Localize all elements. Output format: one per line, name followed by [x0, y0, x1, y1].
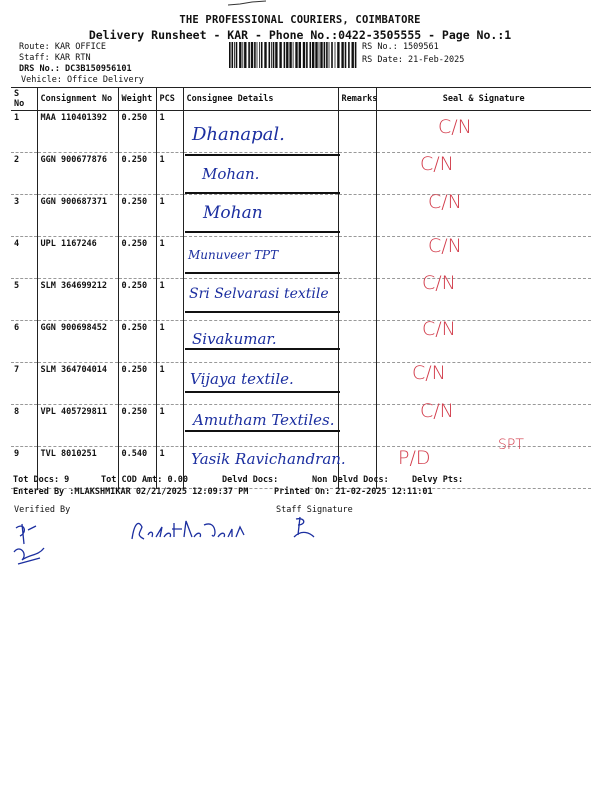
entered-by: Entered By :MLAKSHMIKAR 02/21/2025 12:09:37 PM	[13, 487, 249, 497]
row-sno: 1	[11, 111, 37, 153]
scan-mark	[228, 0, 266, 6]
barcode-bar	[320, 42, 322, 68]
row-remarks-cell	[338, 279, 376, 321]
barcode-bar	[329, 42, 330, 68]
row-separator	[185, 154, 340, 156]
barcode-bar	[299, 42, 301, 68]
barcode-bar	[242, 42, 243, 68]
barcode-bar	[312, 42, 314, 68]
row-sno: 2	[11, 153, 37, 195]
barcode-bar	[326, 42, 328, 68]
row-seal-cell	[376, 279, 591, 321]
handwritten-consignee: Mohan	[203, 203, 263, 223]
row-remarks-cell	[338, 363, 376, 405]
row-weight: 0.250	[118, 405, 156, 447]
barcode-bar	[306, 42, 308, 68]
barcode-bar	[244, 42, 246, 68]
row-seal-cell	[376, 153, 591, 195]
barcode-bar	[251, 42, 253, 68]
barcode-bar	[239, 42, 241, 68]
row-pcs: 1	[156, 195, 183, 237]
runsheet-subtitle: Delivery Runsheet - KAR - Phone No.:0422-3505555 - Page No.:1	[88, 28, 512, 42]
barcode-bar	[257, 42, 258, 68]
delvd-docs: Delvd Docs:	[222, 475, 279, 485]
seal-mark: C/N	[420, 153, 454, 175]
tot-cod-amount: Tot COD Amt: 0.00	[101, 475, 188, 485]
row-consignment-no: GGN 900698452	[37, 321, 118, 363]
row-pcs: 1	[156, 153, 183, 195]
handwritten-consignee: Munuveer TPT	[188, 248, 279, 262]
row-seal-cell	[376, 195, 591, 237]
barcode-bar	[229, 42, 231, 68]
row-separator	[185, 231, 340, 233]
verifier-signature	[10, 518, 50, 568]
row-seal-cell	[376, 111, 591, 153]
row-separator	[185, 311, 340, 313]
col-sno-header: S No	[11, 88, 37, 111]
row-remarks-cell	[338, 321, 376, 363]
row-weight: 0.250	[118, 153, 156, 195]
verified-by-label: Verified By	[14, 505, 71, 515]
barcode-bar	[303, 42, 305, 68]
staff-signature	[290, 515, 320, 541]
staff-signature-label: Staff Signature	[276, 505, 353, 515]
seal-mark: C/N	[438, 116, 472, 138]
row-pcs: 1	[156, 405, 183, 447]
col-remarks-header: Remarks	[338, 88, 376, 111]
barcode-bar	[248, 42, 250, 68]
barcode-bar	[335, 42, 336, 68]
remark-note: SPT	[498, 437, 524, 453]
row-seal-cell	[376, 405, 591, 447]
barcode-bar	[345, 42, 347, 68]
row-seal-cell	[376, 363, 591, 405]
handwritten-consignee: Vijaya textile.	[190, 370, 294, 388]
barcode-bar	[331, 42, 333, 68]
barcode-image	[229, 42, 357, 68]
table-header-row	[11, 88, 591, 111]
vehicle-label: Vehicle: Office Delivery	[21, 75, 144, 85]
row-pcs: 1	[156, 279, 183, 321]
barcode-bar	[271, 42, 272, 68]
row-separator	[185, 192, 340, 194]
col-weight-header: Weight	[118, 88, 156, 111]
seal-mark: C/N	[422, 318, 456, 340]
table-row	[11, 363, 591, 405]
barcode-bar	[269, 42, 271, 68]
row-sno: 7	[11, 363, 37, 405]
non-delvd-docs: Non Delvd Docs:	[312, 475, 389, 485]
printed-on: Printed On: 21-02-2025 12:11:01	[274, 487, 433, 497]
row-weight: 0.540	[118, 447, 156, 489]
barcode-bar	[275, 42, 277, 68]
table-row	[11, 111, 591, 153]
seal-mark: C/N	[428, 191, 462, 213]
row-consignment-no: GGN 900687371	[37, 195, 118, 237]
barcode-bar	[234, 42, 235, 68]
barcode-bar	[293, 42, 294, 68]
handwritten-signature-center	[128, 515, 248, 543]
seal-mark: C/N	[422, 272, 456, 294]
row-consignment-no: MAA 110401392	[37, 111, 118, 153]
row-remarks-cell	[338, 405, 376, 447]
row-sno: 9	[11, 447, 37, 489]
row-consignment-no: SLM 364699212	[37, 279, 118, 321]
barcode-bar	[315, 42, 317, 68]
row-consignment-no: UPL 1167246	[37, 237, 118, 279]
barcode-bar	[310, 42, 312, 68]
barcode-bar	[348, 42, 350, 68]
seal-mark: C/N	[428, 235, 462, 257]
row-weight: 0.250	[118, 321, 156, 363]
row-pcs: 1	[156, 363, 183, 405]
barcode-bar	[254, 42, 256, 68]
row-sno: 3	[11, 195, 37, 237]
table-row	[11, 321, 591, 363]
row-pcs: 1	[156, 237, 183, 279]
barcode-bar	[232, 42, 234, 68]
barcode-bar	[273, 42, 275, 68]
row-seal-cell	[376, 237, 591, 279]
row-pcs: 1	[156, 321, 183, 363]
route-label: Route: KAR OFFICE	[19, 42, 106, 52]
company-title: THE PROFESSIONAL COURIERS, COIMBATORE	[179, 14, 421, 26]
col-seal-header: Seal & Signature	[376, 88, 591, 111]
row-remarks-cell	[338, 153, 376, 195]
row-remarks-cell	[338, 195, 376, 237]
row-separator	[185, 272, 340, 274]
handwritten-consignee: Amutham Textiles.	[193, 411, 335, 429]
table-row	[11, 153, 591, 195]
row-weight: 0.250	[118, 363, 156, 405]
row-weight: 0.250	[118, 111, 156, 153]
row-weight: 0.250	[118, 195, 156, 237]
seal-mark: C/N	[420, 400, 454, 422]
row-consignment-no: TVL 8010251	[37, 447, 118, 489]
staff-label: Staff: KAR RTN	[19, 53, 91, 63]
row-pcs: 1	[156, 111, 183, 153]
row-weight: 0.250	[118, 279, 156, 321]
delvy-pts: Delvy Pts:	[412, 475, 464, 485]
barcode-bar	[284, 42, 286, 68]
row-consignment-no: SLM 364704014	[37, 363, 118, 405]
row-pcs: 1	[156, 447, 183, 489]
barcode-bar	[319, 42, 320, 68]
rs-number: RS No.: 1509561	[362, 42, 439, 52]
barcode-bar	[337, 42, 339, 68]
row-sno: 8	[11, 405, 37, 447]
barcode-bar	[286, 42, 288, 68]
barcode-bar	[279, 42, 281, 68]
rs-date: RS Date: 21-Feb-2025	[362, 55, 465, 65]
handwritten-consignee: Yasik Ravichandran.	[191, 450, 346, 468]
barcode-bar	[324, 42, 326, 68]
row-sno: 5	[11, 279, 37, 321]
barcode-bar	[236, 42, 238, 68]
row-separator	[185, 348, 340, 350]
row-remarks-cell	[338, 237, 376, 279]
handwritten-consignee: Sri Selvarasi textile	[189, 286, 329, 302]
seal-mark: C/N	[412, 362, 446, 384]
row-weight: 0.250	[118, 237, 156, 279]
row-separator	[185, 391, 340, 393]
row-separator	[185, 430, 340, 432]
row-sno: 6	[11, 321, 37, 363]
barcode-bar	[295, 42, 297, 68]
barcode-bar	[355, 42, 357, 68]
row-consignment-no: GGN 900677876	[37, 153, 118, 195]
row-consignment-no: VPL 405729811	[37, 405, 118, 447]
barcode-bar	[264, 42, 266, 68]
tot-docs: Tot Docs: 9	[13, 475, 70, 485]
barcode-bar	[352, 42, 354, 68]
handwritten-consignee: Mohan.	[202, 165, 260, 183]
handwritten-consignee: Sivakumar.	[192, 330, 277, 348]
handwritten-consignee: Dhanapal.	[192, 124, 285, 145]
barcode-bar	[289, 42, 291, 68]
col-consignee-header: Consignee Details	[183, 88, 338, 111]
row-remarks-cell	[338, 111, 376, 153]
col-pcs-header: PCS	[156, 88, 183, 111]
row-seal-cell	[376, 321, 591, 363]
barcode-bar	[341, 42, 343, 68]
seal-mark: P/D	[398, 447, 431, 469]
barcode-bar	[261, 42, 263, 68]
drs-number: DRS No.: DC3B150956101	[19, 64, 132, 74]
row-sno: 4	[11, 237, 37, 279]
barcode-bar	[259, 42, 260, 68]
col-consignment-header: Consignment No	[37, 88, 118, 111]
